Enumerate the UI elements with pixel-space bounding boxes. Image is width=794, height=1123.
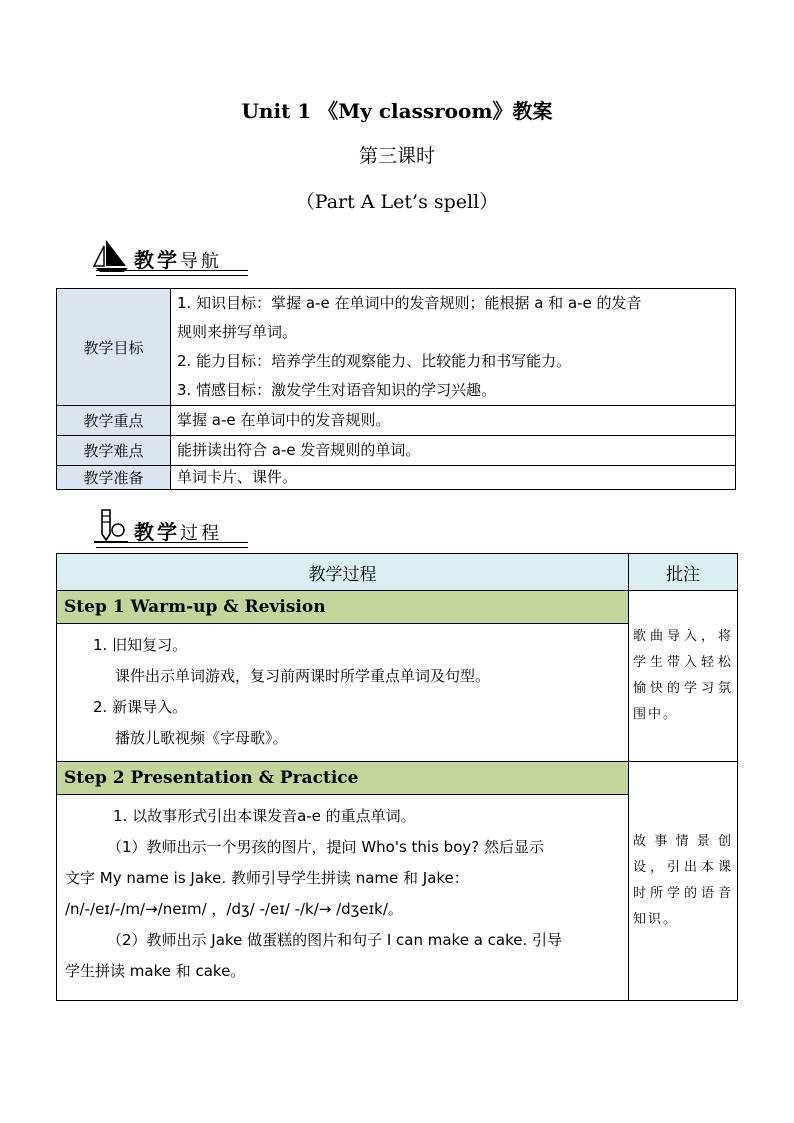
section-underline	[96, 270, 248, 276]
pencil-icon	[92, 508, 132, 546]
text-line: 文字 My name is Jake. 教师引导学生拼读 name 和 Jake：	[65, 869, 469, 887]
table-row	[57, 406, 736, 436]
step-title: Step 2 Presentation & Practice	[57, 762, 629, 795]
row-value: 单词卡片、课件。	[171, 466, 736, 490]
section-label-c: 导航	[180, 251, 222, 272]
sailboat-icon	[92, 236, 132, 274]
step-title-row	[57, 762, 738, 795]
text-line: 2. 能力目标：培养学生的观察能力、比较能力和书写能力。	[177, 352, 572, 370]
section-label-a: 教	[134, 248, 157, 272]
step-note: 歌曲导入，将学生带入轻松愉快的学习氛围中。	[629, 591, 738, 762]
text-line: （1）教师出示一个男孩的图片，提问 Who's this boy? 然后显示	[107, 838, 544, 856]
section-underline	[96, 542, 248, 548]
lesson-part: （Part A Let’s spell）	[295, 191, 499, 213]
step-body	[57, 624, 629, 762]
row-label: 教学准备	[57, 466, 171, 490]
step-title-row	[57, 591, 738, 624]
table-row	[57, 289, 736, 406]
lesson-number: 第三课时	[358, 145, 435, 167]
step-note: 故事情景创设，引出本课时所学的语音知识。	[629, 762, 738, 1001]
text-line: 2. 新课导入。	[93, 698, 188, 716]
document-title: Unit 1 《My classroom》教案	[241, 99, 553, 123]
text-line: 3. 情感目标：激发学生对语音知识的学习兴趣。	[177, 381, 497, 399]
text-line: 1. 以故事形式引出本课发音a-e 的重点单词。	[113, 807, 416, 825]
section-heading-guide	[92, 236, 262, 276]
step-title: Step 1 Warm-up & Revision	[57, 591, 629, 624]
section-label-a: 教	[134, 520, 157, 544]
text-line: 规则来拼写单词。	[177, 323, 298, 341]
teaching-goals-table	[56, 288, 736, 490]
column-header-notes: 批注	[629, 554, 738, 591]
title-block	[0, 96, 794, 214]
step-body	[57, 795, 629, 1001]
row-label: 教学重点	[57, 406, 171, 436]
table-header-row	[57, 554, 738, 591]
text-line: 学生拼读 make 和 cake。	[65, 962, 246, 980]
section-label-c: 过程	[180, 523, 222, 544]
row-value: 能拼读出符合 a-e 发音规则的单词。	[171, 436, 736, 466]
table-row	[57, 436, 736, 466]
section-label-b: 学	[157, 520, 180, 544]
text-line: 1. 旧知复习。	[93, 636, 188, 654]
row-label: 教学难点	[57, 436, 171, 466]
text-line: 课件出示单词游戏，复习前两课时所学重点单词及句型。	[115, 667, 491, 685]
text-line: （2）教师出示 Jake 做蛋糕的图片和句子 I can make a cake. 引导	[107, 931, 563, 949]
text-line: /n/-/eɪ/-/m/→/neɪm/ ，/dʒ/ -/eɪ/ -/k/→ /dʒeɪk/。	[65, 900, 403, 918]
table-row	[57, 466, 736, 490]
row-value	[171, 289, 736, 406]
section-heading-process	[92, 508, 262, 548]
section-label-b: 学	[157, 248, 180, 272]
teaching-process-table	[56, 553, 738, 1001]
row-value: 掌握 a-e 在单词中的发音规则。	[171, 406, 736, 436]
row-label: 教学目标	[57, 289, 171, 406]
text-line: 播放儿歌视频《字母歌》。	[115, 729, 288, 747]
text-line: 1. 知识目标：掌握 a-e 在单词中的发音规则；能根据 a 和 a-e 的发音	[177, 294, 642, 312]
column-header-process: 教学过程	[57, 554, 629, 591]
